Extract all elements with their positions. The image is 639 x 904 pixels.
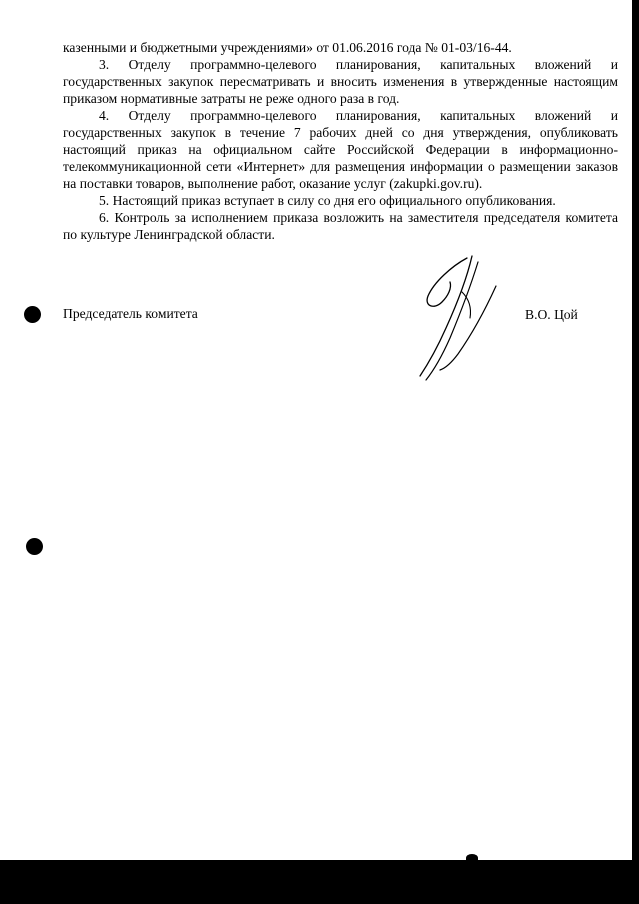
document-body bbox=[63, 39, 618, 243]
punch-hole-bottom bbox=[26, 538, 43, 555]
signer-name: В.О. Цой bbox=[525, 307, 578, 322]
paragraph-5: 5. Настоящий приказ вступает в силу со дня его официального опубликования. bbox=[99, 193, 556, 208]
paragraph-continuation: казенными и бюджетными учреждениями» от 01.06.2016 года № 01-03/16-44. bbox=[63, 40, 512, 55]
paragraph-3: 3. Отделу программно-целевого планирования, капитальных вложений и государственных закупок пересматривать и вносить изменения в утвержденные настоящим приказом нормативные затраты не реже одного раза в год. bbox=[63, 57, 618, 106]
handwritten-signature bbox=[412, 252, 502, 382]
paragraph-6: 6. Контроль за исполнением приказа возложить на заместителя председателя комитета по культуре Ленинградской области. bbox=[63, 210, 618, 242]
signer-title: Председатель комитета bbox=[63, 306, 198, 321]
scan-edge-right bbox=[632, 0, 639, 860]
paragraph-4: 4. Отделу программно-целевого планирования, капитальных вложений и государственных закупок в течение 7 рабочих дней со дня утверждения, опубликовать настоящий приказ на официальном сайте Российской Федерации в информационно-телекоммуникационной сети «Интернет» для размещения информации о размещении заказов на поставки товаров, выполнение работ, оказание услуг (zakupki.gov.ru). bbox=[63, 108, 618, 191]
punch-hole-top bbox=[24, 306, 41, 323]
scan-edge-bottom bbox=[0, 860, 639, 904]
